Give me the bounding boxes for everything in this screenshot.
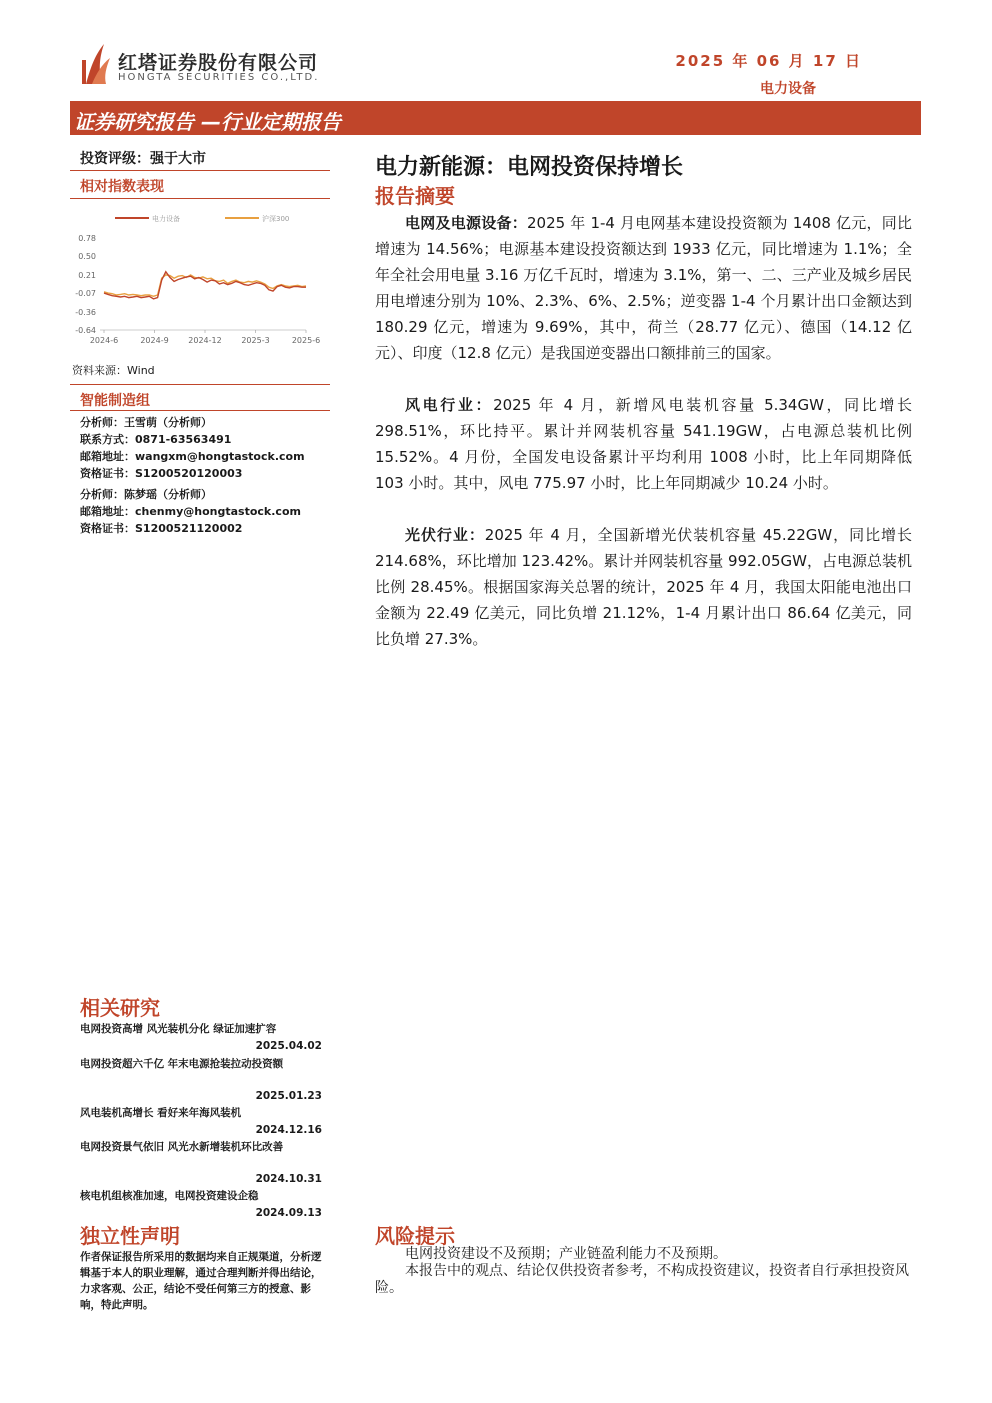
- x-tick-label: 2025-6: [291, 336, 321, 345]
- company-name: 红塔证券股份有限公司: [118, 52, 319, 74]
- paragraph-body: 2025 年 4 月，全国新增光伏装机容量 45.22GW，同比增长 214.68%，环比增加 123.42%。累计并网装机容量 992.05GW，占电源总装机比例 28.45%。根据国家海关总署的统计，2025 年 4 月，我国太阳能电池出口金额为 22.49 亿美元，同比负增 21.12%，1-4 月累计出口 86.64 亿美元，同比负增 27.3%。: [375, 526, 912, 648]
- report-date: 2025 年 06 月 17 日: [675, 52, 862, 70]
- x-tick-label: 2024-6: [89, 336, 119, 345]
- company-logo: [80, 40, 112, 86]
- related-item-date: 2024.09.13: [255, 1207, 322, 1219]
- index-section-title: 相对指数表现: [80, 179, 164, 195]
- legend-label: 沪深300: [262, 215, 290, 223]
- analyst-2-name: 分析师：陈梦瑶（分析师）: [80, 488, 212, 501]
- grid-power-paragraph: [375, 210, 912, 366]
- summary-title: 报告摘要: [375, 184, 455, 208]
- y-tick-label: -0.07: [75, 289, 96, 299]
- analyst-2-cert: 资格证书：S1200521120002: [80, 522, 243, 535]
- y-tick-label: 0.78: [78, 234, 96, 243]
- related-item-title[interactable]: 风电装机高增长 看好来年海风装机: [80, 1107, 242, 1119]
- chart-source: 资料来源：Wind: [72, 364, 155, 377]
- related-item-title[interactable]: 电网投资高增 风光装机分化 绿证加速扩容: [80, 1023, 277, 1035]
- industry-label: 电力设备: [760, 81, 816, 97]
- related-item-date: 2024.12.16: [255, 1124, 322, 1136]
- paragraph-heading: 风电行业：: [405, 396, 494, 414]
- analyst-1-phone: 联系方式：0871-63563491: [80, 433, 232, 446]
- report-type-banner: [70, 101, 921, 135]
- analyst-1-email[interactable]: 邮箱地址：wangxm@hongtastock.com: [80, 450, 305, 463]
- y-tick-label: 0.50: [78, 252, 96, 262]
- related-item-title[interactable]: 电网投资超六千亿 年末电源抢装拉动投资额: [80, 1058, 284, 1070]
- related-item-title[interactable]: 核电机组核准加速，电网投资建设企稳: [80, 1190, 259, 1202]
- relative-index-chart: [70, 206, 330, 354]
- related-item-title[interactable]: 电网投资景气依旧 风光水新增装机环比改善: [80, 1141, 284, 1153]
- x-tick-label: 2024-9: [140, 336, 169, 345]
- related-item-date: 2024.10.31: [255, 1173, 322, 1185]
- divider: [70, 384, 330, 385]
- paragraph-heading: 光伏行业：: [405, 526, 485, 544]
- related-research-title: 相关研究: [80, 996, 160, 1020]
- report-title: 电力新能源：电网投资保持增长: [375, 155, 684, 180]
- analyst-1-name: 分析师：王雪萌（分析师）: [80, 416, 212, 429]
- y-tick-label: -0.36: [75, 307, 96, 317]
- banner-text: 证券研究报告 —行业定期报告: [74, 110, 341, 134]
- related-item-date: 2025.01.23: [255, 1090, 322, 1102]
- wind-paragraph: [375, 392, 912, 496]
- x-tick-label: 2024-12: [188, 336, 222, 345]
- analyst-2-email[interactable]: 邮箱地址：chenmy@hongtastock.com: [80, 505, 301, 518]
- legend-label: 电力设备: [152, 215, 180, 223]
- y-tick-label: -0.64: [75, 326, 96, 335]
- risk-item: 电网投资建设不及预期；产业链盈利能力不及预期。: [405, 1246, 727, 1262]
- paragraph-body: 2025 年 1-4 月电网基本建设投资额为 1408 亿元，同比增速为 14.56%；电源基本建设投资额达到 1933 亿元，同比增速为 1.1%；全年全社会用电量 3.16 万亿千瓦时，增速为 3.1%，第一、二、三产业及城乡居民用电增速分别为 10%、2.3%、6%、2.5%；逆变器 1-4 个月累计出口金额达到 180.29 亿元，增速为 9.69%，其中，荷兰（28.77 亿元）、德国（14.12 亿元）、印度（12.8 亿元）是我国逆变器出口额排前三的国家。: [375, 214, 912, 362]
- related-item-date: 2025.04.02: [255, 1040, 322, 1052]
- paragraph-heading: 电网及电源设备：: [405, 214, 528, 232]
- divider: [70, 410, 330, 411]
- solar-paragraph: [375, 522, 912, 652]
- risk-title: 风险提示: [375, 1224, 455, 1248]
- company-name-en: HONGTA SECURITIES CO.,LTD.: [118, 72, 320, 83]
- series-line: [104, 275, 306, 296]
- team-section-title: 智能制造组: [80, 393, 150, 409]
- y-tick-label: 0.21: [78, 270, 96, 280]
- disclaimer: 本报告中的观点、结论仅供投资者参考，不构成投资建议，投资者自行承担投资风险。: [375, 1263, 909, 1296]
- divider: [70, 198, 330, 199]
- paragraph-body: 2025 年 4 月，新增风电装机容量 5.34GW，同比增长 298.51%，环比持平。累计并网装机容量 541.19GW，占电源总装机比例 15.52%。4 月份，全国发电设备累计平均利用 1008 小时，比上年同期降低 103 小时。其中，风电 775.97 小时，比上年同期减少 10.24 小时。: [375, 396, 912, 492]
- independence-title: 独立性声明: [80, 1224, 180, 1248]
- divider: [70, 170, 330, 171]
- x-tick-label: 2025-3: [241, 336, 270, 345]
- investment-rating: 投资评级：强于大市: [80, 151, 206, 167]
- independence-statement: 作者保证报告所采用的数据均来自正规渠道，分析逻辑基于本人的职业理解，通过合理判断并得出结论，力求客观、公正，结论不受任何第三方的授意、影响，特此声明。: [80, 1251, 322, 1311]
- analyst-1-cert: 资格证书：S1200520120003: [80, 467, 243, 480]
